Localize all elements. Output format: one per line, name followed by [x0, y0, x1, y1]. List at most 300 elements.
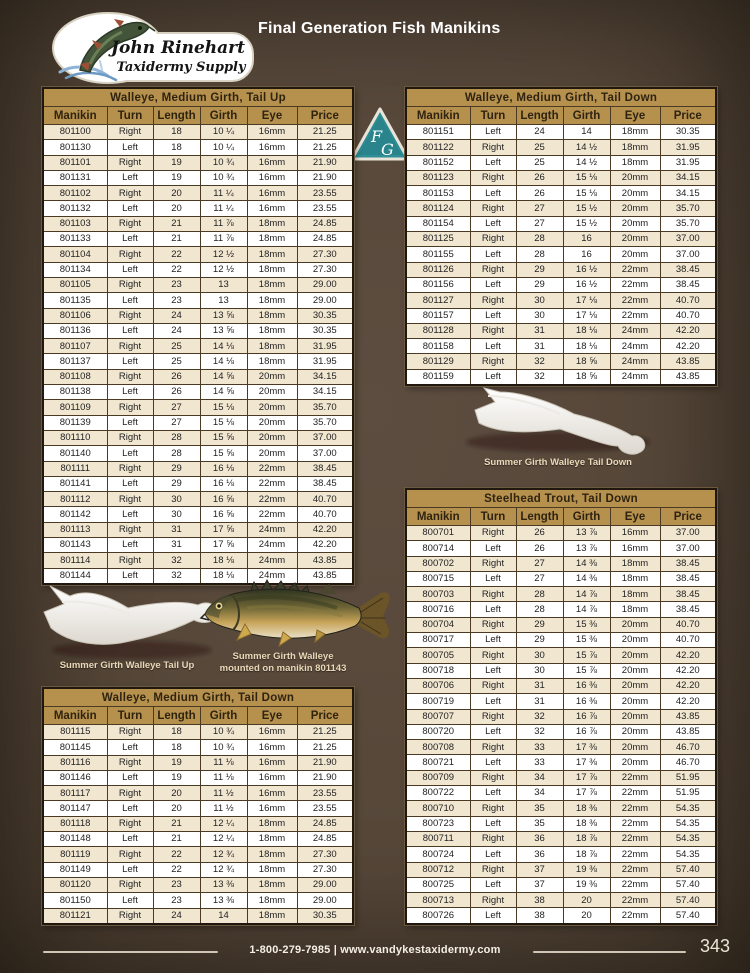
- cell-turn: Right: [470, 648, 516, 663]
- cell-eye: 18mm: [247, 293, 297, 308]
- cell-turn: Left: [107, 801, 153, 816]
- cell-price: 40.70: [297, 507, 353, 522]
- cell-girth: 17 ⅛: [563, 308, 610, 323]
- cell-eye: 16mm: [610, 526, 660, 541]
- cell-turn: Left: [107, 568, 153, 584]
- cell-turn: Left: [470, 755, 516, 770]
- cell-girth: 14: [200, 908, 247, 924]
- column-header: Eye: [610, 508, 660, 526]
- table-title: Walleye, Medium Girth, Tail Up: [43, 88, 353, 107]
- cell-eye: 18mm: [247, 893, 297, 908]
- cell-girth: 14 ⅞: [563, 602, 610, 617]
- cell-price: 21.90: [297, 755, 353, 770]
- cell-manikin: 801125: [406, 232, 470, 247]
- cell-girth: 16 ½: [563, 262, 610, 277]
- cell-manikin: 801144: [43, 568, 107, 584]
- table-row: [406, 247, 716, 262]
- cell-price: 51.95: [660, 770, 716, 785]
- cell-length: 20: [153, 786, 200, 801]
- cell-girth: 12 ½: [200, 247, 247, 262]
- cell-turn: Left: [470, 571, 516, 586]
- cell-length: 34: [516, 786, 563, 801]
- cell-price: 42.20: [297, 522, 353, 537]
- cell-length: 29: [153, 476, 200, 491]
- table-title: Steelhead Trout, Tail Down: [406, 489, 716, 508]
- cell-price: 27.30: [297, 862, 353, 877]
- table-row: [43, 186, 353, 201]
- cell-price: 43.85: [660, 354, 716, 369]
- cell-eye: 20mm: [610, 724, 660, 739]
- cell-turn: Right: [107, 877, 153, 892]
- table-row: [43, 170, 353, 185]
- cell-turn: Right: [107, 847, 153, 862]
- cell-girth: 15 ⅝: [200, 430, 247, 445]
- cell-manikin: 801105: [43, 277, 107, 292]
- cell-price: 27.30: [297, 262, 353, 277]
- cell-length: 29: [516, 277, 563, 292]
- cell-turn: Right: [107, 755, 153, 770]
- cell-length: 18: [153, 125, 200, 140]
- cell-manikin: 801132: [43, 201, 107, 216]
- cell-price: 29.00: [297, 293, 353, 308]
- cell-manikin: 800714: [406, 541, 470, 556]
- table-walleye-tail-up: [42, 87, 354, 585]
- cell-price: 42.20: [660, 663, 716, 678]
- cell-girth: 16 ⅞: [563, 709, 610, 724]
- cell-length: 26: [516, 526, 563, 541]
- logo-line2: Taxidermy Supply: [116, 60, 246, 75]
- cell-eye: 18mm: [610, 587, 660, 602]
- cell-price: 40.70: [297, 492, 353, 507]
- cell-girth: 18 ⅜: [563, 801, 610, 816]
- cell-length: 25: [153, 354, 200, 369]
- table-row: [43, 877, 353, 892]
- cell-turn: Right: [107, 492, 153, 507]
- table-row: [406, 308, 716, 323]
- cell-girth: 12 ½: [200, 262, 247, 277]
- cell-manikin: 801127: [406, 293, 470, 308]
- cell-price: 21.90: [297, 155, 353, 170]
- cell-length: 19: [153, 155, 200, 170]
- cell-price: 31.95: [297, 354, 353, 369]
- table-row: [406, 663, 716, 678]
- cell-turn: Left: [107, 832, 153, 847]
- table-row: [406, 755, 716, 770]
- table-row: [406, 862, 716, 877]
- cell-length: 38: [516, 908, 563, 924]
- cell-length: 28: [516, 247, 563, 262]
- cell-manikin: 801101: [43, 155, 107, 170]
- cell-length: 32: [516, 369, 563, 385]
- cell-price: 29.00: [297, 893, 353, 908]
- table-row: [43, 308, 353, 323]
- cell-length: 31: [516, 694, 563, 709]
- cell-eye: 16mm: [247, 201, 297, 216]
- cell-manikin: 800724: [406, 847, 470, 862]
- cell-eye: 20mm: [610, 678, 660, 693]
- column-header: Girth: [563, 508, 610, 526]
- cell-length: 28: [516, 587, 563, 602]
- cell-price: 35.70: [297, 400, 353, 415]
- cell-length: 26: [153, 385, 200, 400]
- cell-manikin: 800712: [406, 862, 470, 877]
- cell-manikin: 801118: [43, 816, 107, 831]
- cell-length: 25: [153, 339, 200, 354]
- cell-price: 57.40: [660, 908, 716, 924]
- cell-price: 23.55: [297, 786, 353, 801]
- cell-price: 43.85: [660, 709, 716, 724]
- column-header: Turn: [107, 107, 153, 125]
- cell-manikin: 801146: [43, 770, 107, 785]
- cell-manikin: 801140: [43, 446, 107, 461]
- cell-turn: Left: [107, 740, 153, 755]
- cell-manikin: 801114: [43, 553, 107, 568]
- cell-girth: 17 ⅝: [200, 538, 247, 553]
- cell-turn: Right: [107, 247, 153, 262]
- cell-price: 23.55: [297, 801, 353, 816]
- cell-price: 37.00: [660, 232, 716, 247]
- cell-girth: 17 ⅞: [563, 770, 610, 785]
- column-header: Length: [153, 107, 200, 125]
- cell-girth: 16 ⅛: [200, 476, 247, 491]
- cell-length: 27: [516, 571, 563, 586]
- cell-eye: 22mm: [610, 308, 660, 323]
- cell-girth: 14 ⅛: [200, 339, 247, 354]
- cell-turn: Left: [470, 308, 516, 323]
- cell-eye: 20mm: [610, 201, 660, 216]
- table-row: [43, 507, 353, 522]
- cell-length: 24: [153, 323, 200, 338]
- cell-turn: Right: [470, 801, 516, 816]
- cell-manikin: 801149: [43, 862, 107, 877]
- cell-eye: 22mm: [247, 492, 297, 507]
- cell-turn: Left: [470, 541, 516, 556]
- cell-turn: Right: [470, 893, 516, 908]
- footer-phone: 1-800-279-7985: [249, 944, 331, 956]
- cell-manikin: 801158: [406, 339, 470, 354]
- table-row: [43, 293, 353, 308]
- cell-manikin: 801117: [43, 786, 107, 801]
- cell-girth: 14 ⅝: [200, 385, 247, 400]
- table-row: [406, 262, 716, 277]
- cell-length: 19: [153, 755, 200, 770]
- cell-length: 29: [516, 617, 563, 632]
- cell-length: 30: [516, 308, 563, 323]
- cell-manikin: 800722: [406, 786, 470, 801]
- cell-length: 25: [516, 140, 563, 155]
- cell-length: 33: [516, 755, 563, 770]
- table-row: [43, 216, 353, 231]
- table-row: [43, 893, 353, 908]
- cell-price: 30.35: [660, 125, 716, 140]
- cell-price: 54.35: [660, 801, 716, 816]
- cell-girth: 17 ⅛: [563, 293, 610, 308]
- cell-manikin: 800708: [406, 740, 470, 755]
- cell-turn: Right: [470, 262, 516, 277]
- cell-length: 30: [516, 293, 563, 308]
- cell-price: 37.00: [297, 446, 353, 461]
- cell-manikin: 801106: [43, 308, 107, 323]
- cell-price: 40.70: [660, 308, 716, 323]
- cell-manikin: 801150: [43, 893, 107, 908]
- cell-eye: 20mm: [247, 369, 297, 384]
- cell-eye: 18mm: [610, 155, 660, 170]
- cell-eye: 18mm: [247, 277, 297, 292]
- table-row: [406, 648, 716, 663]
- cell-eye: 20mm: [610, 186, 660, 201]
- table-row: [43, 816, 353, 831]
- cell-price: 24.85: [297, 232, 353, 247]
- cell-girth: 11 ¼: [200, 201, 247, 216]
- cell-price: 30.35: [297, 308, 353, 323]
- cell-eye: 16mm: [247, 770, 297, 785]
- cell-manikin: 801147: [43, 801, 107, 816]
- cell-price: 34.15: [660, 170, 716, 185]
- table-walleye-tail-down-right: [405, 87, 717, 386]
- cell-turn: Right: [107, 400, 153, 415]
- cell-price: 24.85: [297, 832, 353, 847]
- cell-manikin: 801136: [43, 323, 107, 338]
- cell-price: 24.85: [297, 216, 353, 231]
- cell-length: 34: [516, 770, 563, 785]
- cell-turn: Right: [107, 725, 153, 740]
- footer-contact: [0, 944, 750, 956]
- cell-length: 32: [153, 553, 200, 568]
- cell-girth: 10 ¾: [200, 155, 247, 170]
- cell-eye: 16mm: [247, 786, 297, 801]
- cell-price: 24.85: [297, 816, 353, 831]
- cell-turn: Right: [470, 587, 516, 602]
- table-row: [43, 277, 353, 292]
- caption-mounted-line2: mounted on manikin 801143: [219, 662, 347, 674]
- cell-eye: 18mm: [247, 816, 297, 831]
- table-row: [43, 400, 353, 415]
- cell-girth: 18 ⅛: [563, 323, 610, 338]
- cell-manikin: 801110: [43, 430, 107, 445]
- cell-length: 30: [516, 648, 563, 663]
- cell-price: 51.95: [660, 786, 716, 801]
- table-row: [406, 908, 716, 924]
- cell-girth: 16 ⅞: [563, 724, 610, 739]
- cell-turn: Left: [470, 633, 516, 648]
- cell-eye: 22mm: [247, 476, 297, 491]
- cell-turn: Right: [107, 786, 153, 801]
- cell-eye: 16mm: [247, 170, 297, 185]
- cell-length: 30: [153, 507, 200, 522]
- cell-length: 31: [516, 678, 563, 693]
- cell-length: 23: [153, 277, 200, 292]
- cell-turn: Left: [470, 786, 516, 801]
- cell-turn: Right: [470, 170, 516, 185]
- cell-manikin: 801120: [43, 877, 107, 892]
- cell-girth: 10 ¼: [200, 140, 247, 155]
- column-header: Price: [660, 107, 716, 125]
- table-row: [406, 617, 716, 632]
- table-row: [406, 831, 716, 846]
- cell-turn: Right: [470, 862, 516, 877]
- cell-turn: Left: [470, 277, 516, 292]
- cell-eye: 22mm: [610, 893, 660, 908]
- cell-girth: 11 ½: [200, 786, 247, 801]
- cell-length: 27: [516, 556, 563, 571]
- table-row: [43, 385, 353, 400]
- cell-turn: Right: [107, 522, 153, 537]
- cell-eye: 18mm: [247, 832, 297, 847]
- column-header: Eye: [247, 707, 297, 725]
- page-title: Final Generation Fish Manikins: [258, 20, 501, 37]
- cell-manikin: 800723: [406, 816, 470, 831]
- cell-eye: 20mm: [247, 415, 297, 430]
- cell-turn: Left: [470, 816, 516, 831]
- table-row: [43, 862, 353, 877]
- cell-girth: 13 ⅞: [563, 526, 610, 541]
- caption-tail-up: Summer Girth Walleye Tail Up: [59, 660, 195, 671]
- cell-manikin: 801124: [406, 201, 470, 216]
- cell-turn: Right: [470, 201, 516, 216]
- cell-price: 43.85: [297, 568, 353, 584]
- cell-manikin: 801122: [406, 140, 470, 155]
- table-row: [43, 140, 353, 155]
- cell-price: 31.95: [660, 140, 716, 155]
- cell-manikin: 801137: [43, 354, 107, 369]
- cell-manikin: 801112: [43, 492, 107, 507]
- cell-turn: Left: [470, 847, 516, 862]
- table-row: [43, 476, 353, 491]
- cell-turn: Right: [107, 553, 153, 568]
- cell-turn: Left: [107, 170, 153, 185]
- cell-girth: 18 ⅞: [563, 831, 610, 846]
- cell-manikin: 800719: [406, 694, 470, 709]
- cell-price: 42.20: [660, 339, 716, 354]
- cell-length: 21: [153, 816, 200, 831]
- cell-girth: 10 ¾: [200, 170, 247, 185]
- cell-eye: 24mm: [247, 538, 297, 553]
- table-row: [43, 201, 353, 216]
- cell-manikin: 801115: [43, 725, 107, 740]
- table-row: [406, 678, 716, 693]
- cell-price: 43.85: [660, 724, 716, 739]
- cell-manikin: 801151: [406, 125, 470, 140]
- cell-price: 34.15: [660, 186, 716, 201]
- cell-girth: 11 ½: [200, 801, 247, 816]
- cell-girth: 18 ⅛: [200, 553, 247, 568]
- cell-eye: 24mm: [610, 323, 660, 338]
- page-number: 343: [699, 936, 730, 956]
- cell-manikin: 801108: [43, 369, 107, 384]
- cell-manikin: 801130: [43, 140, 107, 155]
- cell-length: 22: [153, 247, 200, 262]
- column-header: Eye: [610, 107, 660, 125]
- cell-manikin: 800718: [406, 663, 470, 678]
- cell-length: 20: [153, 801, 200, 816]
- cell-girth: 13: [200, 293, 247, 308]
- cell-price: 34.15: [297, 385, 353, 400]
- cell-length: 26: [516, 170, 563, 185]
- column-header: Eye: [247, 107, 297, 125]
- cell-length: 18: [153, 740, 200, 755]
- cell-eye: 24mm: [610, 339, 660, 354]
- cell-length: 31: [516, 339, 563, 354]
- cell-eye: 20mm: [610, 755, 660, 770]
- cell-girth: 20: [563, 893, 610, 908]
- cell-turn: Left: [470, 247, 516, 262]
- table-row: [406, 339, 716, 354]
- cell-manikin: 801102: [43, 186, 107, 201]
- mounted-walleye-image: [197, 578, 395, 654]
- column-header: Turn: [107, 707, 153, 725]
- table-row: [406, 323, 716, 338]
- cell-turn: Left: [107, 262, 153, 277]
- cell-length: 29: [516, 262, 563, 277]
- cell-manikin: 801129: [406, 354, 470, 369]
- cell-eye: 16mm: [247, 801, 297, 816]
- cell-turn: Left: [470, 339, 516, 354]
- table-row: [43, 155, 353, 170]
- cell-manikin: 801103: [43, 216, 107, 231]
- cell-eye: 20mm: [247, 385, 297, 400]
- cell-price: 43.85: [660, 369, 716, 385]
- table-row: [406, 801, 716, 816]
- table-row: [406, 602, 716, 617]
- cell-girth: 13: [200, 277, 247, 292]
- cell-manikin: 800703: [406, 587, 470, 602]
- table-row: [406, 216, 716, 231]
- cell-price: 35.70: [660, 216, 716, 231]
- table-row: [406, 277, 716, 292]
- cell-eye: 22mm: [610, 847, 660, 862]
- cell-price: 21.25: [297, 140, 353, 155]
- cell-turn: Right: [107, 908, 153, 924]
- cell-turn: Left: [107, 862, 153, 877]
- table-row: [406, 232, 716, 247]
- cell-price: 38.45: [660, 556, 716, 571]
- cell-eye: 20mm: [247, 446, 297, 461]
- cell-eye: 24mm: [247, 553, 297, 568]
- cell-girth: 14 ⅞: [563, 587, 610, 602]
- cell-length: 29: [153, 461, 200, 476]
- cell-eye: 16mm: [247, 125, 297, 140]
- cell-eye: 18mm: [247, 877, 297, 892]
- cell-price: 54.35: [660, 831, 716, 846]
- cell-length: 26: [153, 369, 200, 384]
- table-walleye-tail-down-left: [42, 687, 354, 925]
- cell-manikin: 801138: [43, 385, 107, 400]
- cell-manikin: 801139: [43, 415, 107, 430]
- badge-letter-g: G: [381, 140, 394, 159]
- table-row: [43, 725, 353, 740]
- cell-eye: 20mm: [610, 633, 660, 648]
- cell-length: 31: [516, 323, 563, 338]
- cell-girth: 17 ⅜: [563, 740, 610, 755]
- cell-length: 18: [153, 725, 200, 740]
- cell-length: 33: [516, 740, 563, 755]
- cell-price: 46.70: [660, 755, 716, 770]
- cell-girth: 11 ⅛: [200, 755, 247, 770]
- cell-price: 21.25: [297, 740, 353, 755]
- cell-price: 21.25: [297, 725, 353, 740]
- cell-girth: 11 ¼: [200, 186, 247, 201]
- cell-length: 24: [516, 125, 563, 140]
- cell-manikin: 801107: [43, 339, 107, 354]
- cell-price: 42.20: [660, 648, 716, 663]
- cell-manikin: 800706: [406, 678, 470, 693]
- cell-manikin: 800704: [406, 617, 470, 632]
- cell-price: 57.40: [660, 862, 716, 877]
- cell-manikin: 801121: [43, 908, 107, 924]
- cell-price: 46.70: [660, 740, 716, 755]
- cell-manikin: 801109: [43, 400, 107, 415]
- cell-manikin: 801143: [43, 538, 107, 553]
